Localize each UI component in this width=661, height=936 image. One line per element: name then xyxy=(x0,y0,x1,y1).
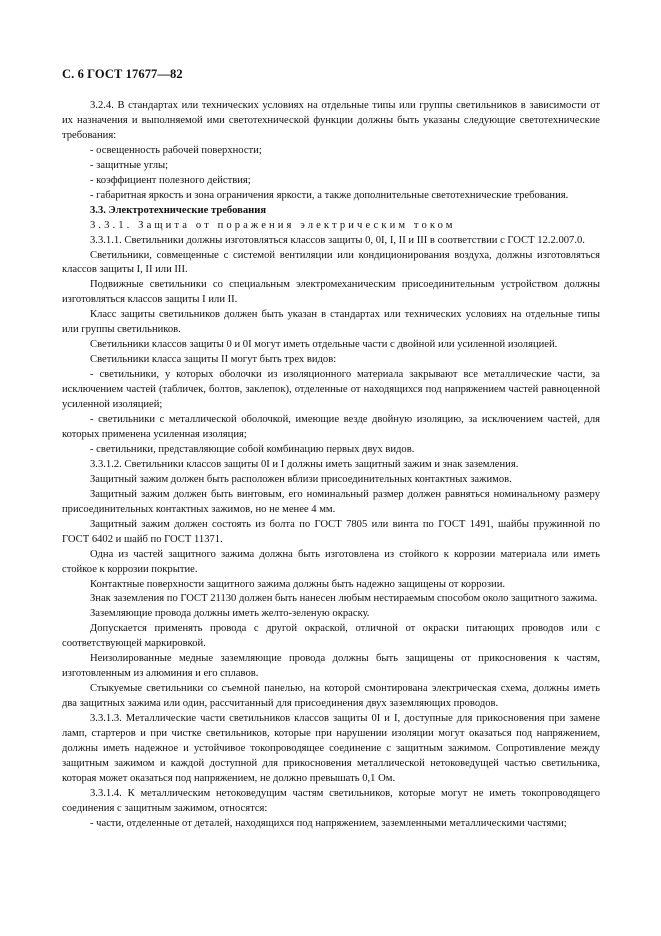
list-item: - габаритная яркость и зона ограничения яркости, а также дополнительные светотехнические требования. xyxy=(90,189,569,201)
paragraph: Защитный зажим должен быть расположен вблизи присоединительных контактных зажимов. xyxy=(90,473,512,485)
paragraph: Класс защиты светильников должен быть указан в стандартах или технических условиях на отдельные типы или группы светильников. xyxy=(62,309,600,336)
subsection-heading-3-3-1: 3.3.1. Защита от поражения электрическим током xyxy=(90,219,456,231)
paragraph: Подвижные светильники со специальным электромеханическим присоединительным устройством должны изготовляться классов защиты I или II. xyxy=(62,279,600,306)
list-item: - части, отделенные от деталей, находящихся под напряжением, заземленными металлическими частями; xyxy=(90,817,567,829)
paragraph: Светильники классов защиты 0 и 0I могут иметь отдельные части с двойной или усиленной изоляцией. xyxy=(90,339,558,351)
section-heading-3-3: 3.3. Электротехнические требования xyxy=(90,204,267,216)
list-item: - светильники, у которых оболочки из изоляционного материала закрывают все металлические части, за исключением частей (табличек, болтов, заклепок), отделенные от находящихся под напряжением частей равноценной усиленной изоляцией; xyxy=(62,369,600,411)
paragraph: Стыкуемые светильники со съемной панелью, на которой смонтирована электрическая схема, должны иметь два защитных зажима или один, рассчитанный для присоединения двух заземляющих проводов. xyxy=(62,683,600,710)
paragraph-3-3-1-1: 3.3.1.1. Светильники должны изготовляться классов защиты 0, 0I, I, II и III в соответствии с ГОСТ 12.2.007.0. xyxy=(90,234,585,246)
paragraph: Неизолированные медные заземляющие провода должны быть защищены от прикосновения к частям, изготовленным из алюминия и его сплавов. xyxy=(62,653,600,680)
paragraph: Одна из частей защитного зажима должна быть изготовлена из стойкого к коррозии материала или иметь стойкое к коррозии покрытие. xyxy=(62,548,600,575)
paragraph-3-2-4: 3.2.4. В стандартах или технических условиях на отдельные типы или группы светильников в зависимости от их назначения и выполняемой ими светотехнической функции должны быть указаны следующие светотехнические требования: xyxy=(62,100,600,141)
paragraph: Защитный зажим должен состоять из болта по ГОСТ 7805 или винта по ГОСТ 1491, шайбы пружинной по ГОСТ 6402 и шайб по ГОСТ 11371. xyxy=(62,518,600,545)
paragraph-3-3-1-2: 3.3.1.2. Светильники классов защиты 0I и I должны иметь защитный зажим и знак заземления. xyxy=(90,458,519,470)
paragraph: Светильники, совмещенные с системой вентиляции или кондиционирования воздуха, должны изготовляться классов защиты I, II или III. xyxy=(62,249,600,276)
paragraph: Допускается применять провода с другой окраской, отличной от окраски питающих проводов или с соответствующей маркировкой. xyxy=(62,623,600,650)
list-item: - светильники с металлической оболочкой, имеющие везде двойную изоляцию, за исключением частей, для которых применена усиленная изоляция; xyxy=(62,414,600,440)
paragraph: Светильники класса защиты II могут быть трех видов: xyxy=(90,354,337,366)
paragraph: Контактные поверхности защитного зажима должны быть надежно защищены от коррозии. xyxy=(90,578,506,590)
list-item: - защитные углы; xyxy=(90,159,169,171)
list-item: - светильники, представляющие собой комбинацию первых двух видов. xyxy=(90,443,415,455)
page-header: С. 6 ГОСТ 17677—82 xyxy=(62,67,183,81)
list-item: - коэффициент полезного действия; xyxy=(90,174,251,186)
paragraph: Знак заземления по ГОСТ 21130 должен быть нанесен любым нестираемым способом около защитного зажима. xyxy=(90,593,598,605)
paragraph: Защитный зажим должен быть винтовым, его номинальный размер должен равняться номинальному размеру присоединительных контактных зажимов, но не менее 4 мм. xyxy=(62,488,600,515)
paragraph-3-3-1-4: 3.3.1.4. К металлическим нетоковедущим частям светильников, которые могут не иметь токопроводящего соединения с защитным зажимом, относятся: xyxy=(62,787,600,814)
document-body xyxy=(62,99,600,832)
paragraph-3-3-1-3: 3.3.1.3. Металлические части светильников классов защиты 0I и I, доступные для прикосновения при замене ламп, стартеров и при чистке светильников, которые при нарушении изоляции могут оказаться под напряжением, должны иметь надежное и устойчивое токопроводящее соединение с защитным зажимом. Сопротивление между защитным зажимом и каждой доступной для прикосновения металлической нетоковедущей частью светильника, которая может оказаться под напряжением, не должно превышать 0,1 Ом. xyxy=(62,713,600,784)
list-item: - освещенность рабочей поверхности; xyxy=(90,144,262,156)
paragraph: Заземляющие провода должны иметь желто-зеленую окраску. xyxy=(90,608,370,620)
